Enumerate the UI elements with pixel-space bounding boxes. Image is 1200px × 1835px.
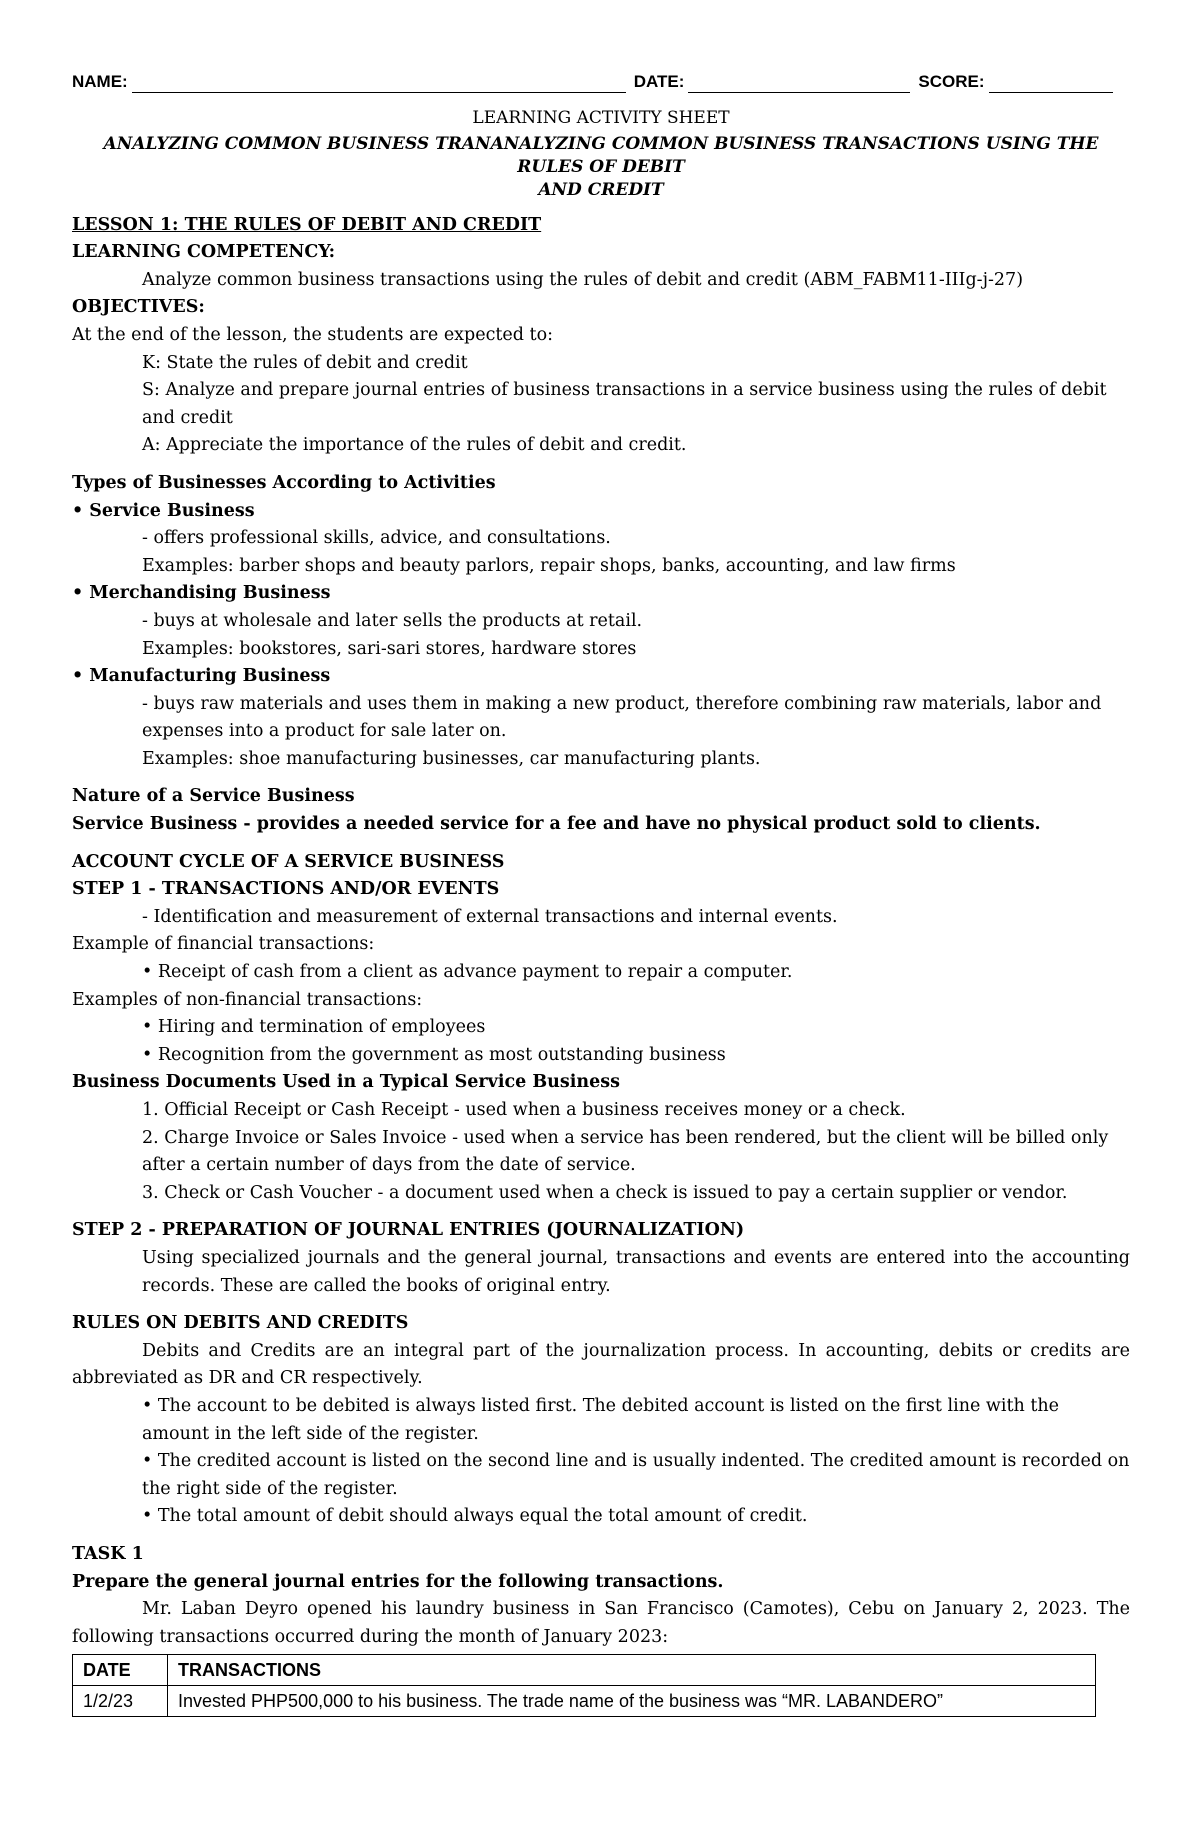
document-3: 3. Check or Cash Voucher - a document used when a check is issued to pay a certain supplier or vendor. (142, 1182, 1068, 1203)
step2-desc: Using specialized journals and the general journal, transactions and events are entered into the accounting records. These are called the books of original entry. (142, 1247, 1130, 1296)
task-intro: Mr. Laban Deyro opened his laundry business in San Francisco (Camotes), Cebu on January 2, 2023. The following transactions occurred during the month of January 2023: (72, 1599, 1130, 1647)
transaction-date: 1/2/23 (73, 1686, 168, 1717)
rules-heading: RULES ON DEBITS AND CREDITS (72, 1313, 409, 1334)
column-header-date: DATE (73, 1655, 168, 1686)
transaction-description: Invested PHP500,000 to his business. The trade name of the business was “MR. LABANDERO” (168, 1686, 1096, 1717)
rule-2: • The credited account is listed on the second line and is usually indented. The credited amount is recorded on the right side of the register. (142, 1451, 1130, 1499)
document-1: 1. Official Receipt or Cash Receipt - used when a business receives money or a check. (142, 1100, 906, 1120)
document-2: 2. Charge Invoice or Sales Invoice - used when a service has been rendered, but the client will be billed only after a certain number of days from the date of service. (142, 1127, 1109, 1176)
date-field[interactable] (688, 74, 910, 93)
objectives-intro: At the end of the lesson, the students are expected to: (72, 324, 554, 345)
date-label: DATE: (633, 72, 685, 91)
lesson-title: LESSON 1: THE RULES OF DEBIT AND CREDIT (72, 214, 542, 235)
column-header-transactions: TRANSACTIONS (168, 1655, 1096, 1686)
nonfinancial-item-1: • Hiring and termination of employees (142, 1017, 486, 1038)
service-business-title: • Service Business (72, 500, 255, 521)
sheet-title: LEARNING ACTIVITY SHEET (472, 108, 730, 128)
student-info-header (72, 71, 1130, 93)
manufacturing-business-desc: - buys raw materials and uses them in making a new product, therefore combining raw materials, labor and expenses into a product for sale later on. (142, 693, 1102, 742)
objectives-heading: OBJECTIVES: (72, 297, 205, 318)
transactions-table (72, 1654, 1096, 1717)
manufacturing-business-title: • Manufacturing Business (72, 666, 331, 687)
name-field[interactable] (132, 74, 626, 93)
rules-intro: Debits and Credits are an integral part of the journalization process. In accounting, debits or credits are abbreviated as DR and CR respectively. (72, 1340, 1130, 1389)
objective-k: K: State the rules of debit and credit (142, 352, 468, 373)
rule-3: • The total amount of debit should always equal the total amount of credit. (142, 1506, 808, 1527)
nature-heading: Nature of a Service Business (72, 786, 355, 807)
name-label: NAME: (72, 72, 128, 91)
merchandising-business-examples: Examples: bookstores, sari-sari stores, hardware stores (142, 638, 637, 659)
score-field[interactable] (989, 74, 1113, 93)
score-label: SCORE: (918, 72, 985, 91)
step2-heading: STEP 2 - PREPARATION OF JOURNAL ENTRIES (JOURNALIZATION) (72, 1220, 745, 1241)
step1-heading: STEP 1 - TRANSACTIONS AND/OR EVENTS (72, 879, 500, 900)
competency-heading: LEARNING COMPETENCY: (72, 242, 336, 263)
financial-transactions-heading: Example of financial transactions: (72, 934, 375, 955)
nonfinancial-transactions-heading: Examples of non-financial transactions: (72, 989, 423, 1010)
documents-heading: Business Documents Used in a Typical Service Business (72, 1072, 620, 1093)
sheet-subtitle-line2: AND CREDIT (538, 179, 664, 200)
service-business-examples: Examples: barber shops and beauty parlors, repair shops, banks, accounting, and law firms (142, 555, 956, 576)
task-instruction: Prepare the general journal entries for the following transactions. (72, 1571, 724, 1592)
objective-s: S: Analyze and prepare journal entries of business transactions in a service business using the rules of debit and credit (142, 380, 1107, 428)
cycle-heading: ACCOUNT CYCLE OF A SERVICE BUSINESS (72, 851, 505, 872)
merchandising-business-desc: - buys at wholesale and later sells the products at retail. (142, 610, 643, 631)
manufacturing-business-examples: Examples: shoe manufacturing businesses, car manufacturing plants. (142, 748, 761, 769)
nature-text: Service Business - provides a needed service for a fee and have no physical product sold to clients. (72, 814, 1041, 835)
sheet-subtitle-line1: ANALYZING COMMON BUSINESS TRANANALYZING COMMON BUSINESS TRANSACTIONS USING THE RULES OF DEBIT (103, 133, 1099, 177)
rule-1: • The account to be debited is always listed first. The debited account is listed on the first line with the amount in the left side of the register. (142, 1395, 1059, 1444)
nonfinancial-item-2: • Recognition from the government as most outstanding business (142, 1044, 726, 1065)
task-heading: TASK 1 (72, 1543, 144, 1564)
types-heading: Types of Businesses According to Activities (72, 472, 496, 493)
service-business-desc: - offers professional skills, advice, and consultations. (142, 528, 611, 549)
table-header-row (73, 1655, 1096, 1686)
merchandising-business-title: • Merchandising Business (72, 583, 331, 604)
competency-text: Analyze common business transactions using the rules of debit and credit (ABM_FABM11-IIIg-j-27) (142, 269, 1024, 290)
table-row (73, 1686, 1096, 1717)
step1-desc: - Identification and measurement of external transactions and internal events. (142, 906, 838, 927)
objective-a: A: Appreciate the importance of the rules of debit and credit. (142, 435, 687, 456)
financial-transaction-item: • Receipt of cash from a client as advance payment to repair a computer. (142, 962, 793, 983)
